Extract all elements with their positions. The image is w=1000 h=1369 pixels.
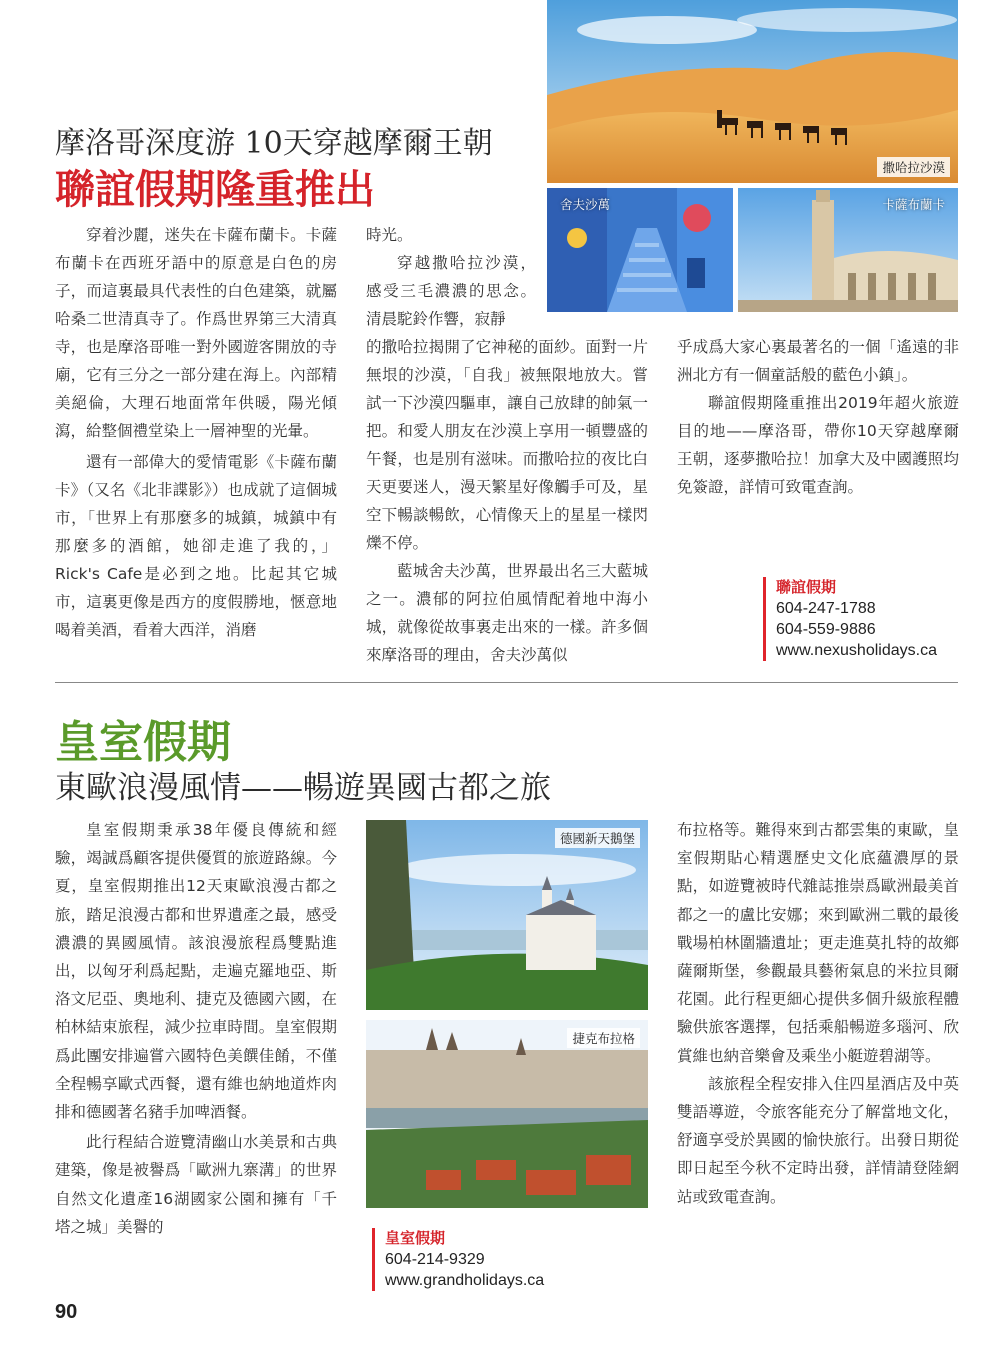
contact-name: 皇室假期 [385, 1229, 446, 1247]
section-divider [55, 682, 958, 683]
neuschwanstein-caption: 德國新天鵝堡 [555, 828, 640, 848]
prague-caption: 捷克布拉格 [567, 1028, 640, 1048]
paragraph: 的撒哈拉揭開了它神秘的面紗。面對一片無垠的沙漠，「自我」被無限地放大。嘗試一下沙漠四驅車，讓自己放肆的帥氣一把。和愛人朋友在沙漠上享用一頓豐盛的午餐，也是別有滋味。而撒哈拉的夜比白天更要迷人，漫天繁星好像觸手可及，星空下暢談暢飲，心情像天上的星星一樣閃爍不停。 [366, 338, 648, 552]
paragraph: 此行程結合遊覽清幽山水美景和古典建築，像是被譽爲「歐洲九寨溝」的世界自然文化遺產16湖國家公園和擁有「千塔之城」美譽的 [55, 1133, 337, 1236]
nexus-contact-block [763, 577, 937, 661]
article1-column-3 [677, 333, 959, 533]
article2-title: 東歐浪漫風情——暢遊異國古都之旅 [55, 770, 551, 806]
article1-column-2-top [366, 221, 536, 333]
chefchaouen-photo [547, 188, 733, 312]
paragraph: 該旅程全程安排入住四星酒店及中英雙語導遊，令旅客能充分了解當地文化，舒適享受於異國的愉快旅行。出發日期從即日起至今秋不定時出發，詳情請登陸網站或致電查詢。 [677, 1074, 959, 1206]
paragraph: 藍城舍夫沙萬，世界最出名三大藍城之一。濃郁的阿拉伯風情配着地中海小城，就像從故事裏走出來的一樣。許多個來摩洛哥的理由，舍夫沙萬似 [366, 562, 648, 664]
casablanca-caption: 卡薩布蘭卡 [882, 197, 945, 212]
contact-phone: 604-214-9329 [385, 1251, 485, 1268]
contact-website: www.grandholidays.ca [385, 1272, 545, 1289]
paragraph: 穿着沙麗，迷失在卡薩布蘭卡。卡薩布蘭卡在西班牙語中的原意是白色的房子，而這裏最具代表性的白色建築，就屬哈桑二世清真寺了。作爲世界第三大清真寺，也是摩洛哥唯一對外國遊客開放的寺廟，它有三分之一部分建在海上。內部精美絕倫，大理石地面常年供暖，陽光傾瀉，給整個禮堂染上一層神聖的光暈。 [55, 226, 337, 440]
paragraph: 乎成爲大家心裏最著名的一個「遙遠的非洲北方有一個童話般的藍色小鎮」。 [677, 338, 959, 384]
paragraph: 布拉格等。難得來到古都雲集的東歐，皇室假期貼心精選歷史文化底蘊濃厚的景點，如遊覽被時代雜誌推崇爲歐洲最美首都之一的盧比安娜；來到歐洲二戰的最後戰場柏林圍牆遺址；更走進莫扎特的故鄉薩爾斯堡，參觀最具藝術氣息的米拉貝爾花園。此行程更細心提供多個升級旅程體驗供旅客選擇，包括乘船暢遊多瑙河、欣賞維也納音樂會及乘坐小艇遊碧湖等。 [677, 821, 959, 1065]
paragraph: 聯誼假期隆重推出2019年超火旅遊目的地——摩洛哥，帶你10天穿越摩爾王朝，逐夢撒哈拉！加拿大及中國護照均免簽證，詳情可致電查詢。 [677, 394, 959, 496]
article2-column-3 [677, 816, 959, 1296]
article1-column-2-bottom [366, 333, 648, 671]
grand-contact-block [372, 1228, 544, 1291]
article1-title-line1: 摩洛哥深度游 10天穿越摩爾王朝 [55, 126, 493, 161]
casablanca-photo [738, 188, 958, 312]
sahara-caption: 撒哈拉沙漠 [877, 157, 950, 177]
chefchaouen-caption: 舍夫沙萬 [560, 197, 611, 212]
page-number: 90 [55, 1301, 78, 1323]
paragraph: 還有一部偉大的愛情電影《卡薩布蘭卡》（又名《北非諜影》）也成就了這個城市，「世界上有那麼多的城鎮，城鎮中有那麼多的酒館，她卻走進了我的，」Rick's Cafe是必到之地。比起其它城市，這裏更像是西方的度假勝地，愜意地喝着美酒，看着大西洋，消磨 [55, 453, 337, 639]
sahara-photo [547, 0, 958, 183]
article2-column-1 [55, 816, 337, 1296]
article1-title-line2: 聯誼假期隆重推出 [55, 167, 375, 213]
prague-photo [366, 1020, 648, 1208]
contact-phone: 604-559-9886 [776, 621, 876, 638]
neuschwanstein-photo [366, 820, 648, 1010]
contact-phone: 604-247-1788 [776, 600, 876, 617]
paragraph: 皇室假期秉承38年優良傳統和經驗，竭誠爲顧客提供優質的旅遊路線。今夏，皇室假期推出12天東歐浪漫古都之旅，踏足浪漫古都和世界遺產之最，感受濃濃的異國風情。該浪漫旅程爲雙點進出，以匈牙利爲起點，走遍克羅地亞、斯洛文尼亞、奧地利、捷克及德國六國，在柏林結束旅程，減少拉車時間。皇室假期爲此團安排遍嘗六國特色美饌佳餚，不僅全程暢享歐式西餐，還有維也納地道炸肉排和德國著名豬手加啤酒餐。 [55, 821, 337, 1122]
contact-website: www.nexusholidays.ca [776, 642, 937, 659]
contact-name: 聯誼假期 [776, 578, 837, 596]
article2-brand-title: 皇室假期 [55, 717, 231, 768]
article1-column-1 [55, 221, 337, 671]
paragraph: 時光。 [366, 226, 413, 244]
paragraph: 穿越撒哈拉沙漠，感受三毛濃濃的思念。清晨駝鈴作響，寂靜 [366, 254, 536, 328]
